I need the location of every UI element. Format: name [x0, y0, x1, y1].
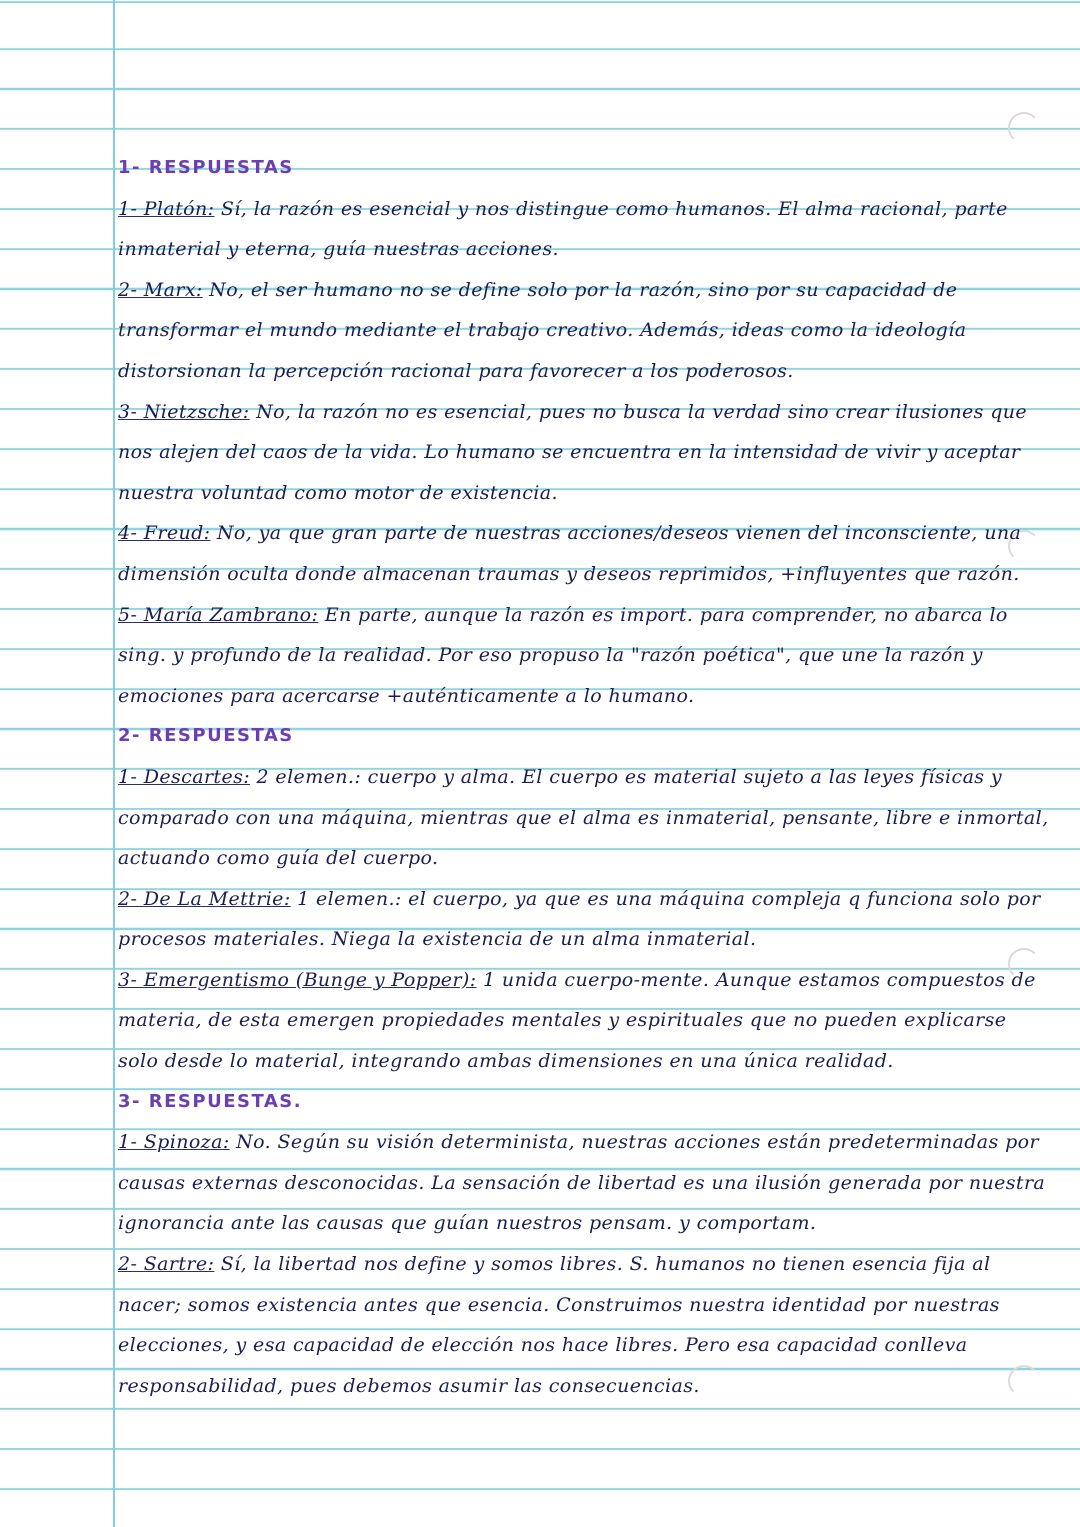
author-label: 2- Marx: — [118, 278, 203, 301]
answer-text: Sí, la libertad nos define y somos libres. S. humanos no tienen esencia fija al nacer; somos existencia antes que esencia. Construimos nuestra identidad por nuestras elecciones, y esa capacidad de elección nos hace libres. Pero esa capacidad conlleva responsabilidad, pues debemos asumir las consecuencias. — [118, 1253, 1000, 1397]
answer-entry — [118, 513, 1053, 594]
author-label: 5- María Zambrano: — [118, 603, 319, 626]
answer-entry — [118, 392, 1053, 514]
author-label: 2- Sartre: — [118, 1253, 215, 1276]
answer-entry — [118, 879, 1053, 960]
answer-entry — [118, 1244, 1053, 1406]
author-label: 3- Emergentismo (Bunge y Popper): — [118, 968, 477, 991]
answer-text: Sí, la razón es esencial y nos distingue como humanos. El alma racional, parte inmaterial y eterna, guía nuestras acciones. — [118, 197, 1008, 261]
answer-entry — [118, 1122, 1053, 1244]
section-heading: 1- RESPUESTAS — [118, 157, 294, 178]
answer-text: En parte, aunque la razón es import. para comprender, no abarca lo sing. y profundo de la realidad. Por eso propuso la "razón poética", que une la razón y emociones para acercarse +auténticamente a lo humano. — [118, 603, 1008, 707]
author-label: 1- Spinoza: — [118, 1131, 230, 1154]
answer-text: No, ya que gran parte de nuestras acciones/deseos vienen del inconsciente, una dimensión oculta donde almacenan traumas y deseos reprimidos, +influyentes que razón. — [118, 522, 1022, 585]
author-label: 4- Freud: — [118, 522, 211, 545]
handwritten-notes — [118, 148, 1053, 1406]
author-label: 2- De La Mettrie: — [118, 887, 291, 910]
margin-line — [113, 0, 115, 1527]
section-1 — [118, 148, 1053, 716]
answer-entry — [118, 270, 1053, 392]
answer-entry — [118, 757, 1053, 879]
section-heading: 2- RESPUESTAS — [118, 725, 294, 747]
section-3 — [118, 1082, 1053, 1407]
section-2 — [118, 716, 1053, 1081]
answer-text: No, la razón no es esencial, pues no busca la verdad sino crear ilusiones que nos alejen del caos de la vida. Lo humano se encuentra en la intensidad de vivir y aceptar nuestra voluntad como motor de existencia. — [118, 400, 1028, 504]
answer-entry — [118, 189, 1053, 270]
answer-entry — [118, 595, 1053, 717]
binder-ring-mark — [1008, 112, 1040, 144]
answer-text: 2 elemen.: cuerpo y alma. El cuerpo es material sujeto a las leyes físicas y comparado con una máquina, mientras que el alma es inmaterial, pensante, libre e inmortal, actuando como guía del cuerpo. — [118, 765, 1049, 870]
section-heading: 3- RESPUESTAS. — [118, 1090, 303, 1112]
answer-text: No, el ser humano no se define solo por la razón, sino por su capacidad de transformar el mundo mediante el trabajo creativo. Además, ideas como la ideología distorsionan la percepción racional para favorecer a los poderosos. — [118, 278, 967, 382]
answer-text: No. Según su visión determinista, nuestras acciones están predeterminadas por causas externas desconocidas. La sensación de libertad es una ilusión generada por nuestra ignorancia ante las causas que guían nuestros pensam. y comportam. — [118, 1131, 1046, 1235]
author-label: 3- Nietzsche: — [118, 400, 250, 423]
answer-text: 1 unida cuerpo-mente. Aunque estamos compuestos de materia, de esta emergen propiedades mentales y espirituales que no pueden explicarse solo desde lo material, integrando ambas dimensiones en una única realidad. — [118, 968, 1036, 1073]
answer-text: 1 elemen.: el cuerpo, ya que es una máquina compleja q funciona solo por procesos materiales. Niega la existencia de un alma inmaterial. — [118, 887, 1041, 951]
author-label: 1- Descartes: — [118, 765, 251, 788]
author-label: 1- Platón: — [118, 197, 215, 220]
answer-entry — [118, 960, 1053, 1082]
